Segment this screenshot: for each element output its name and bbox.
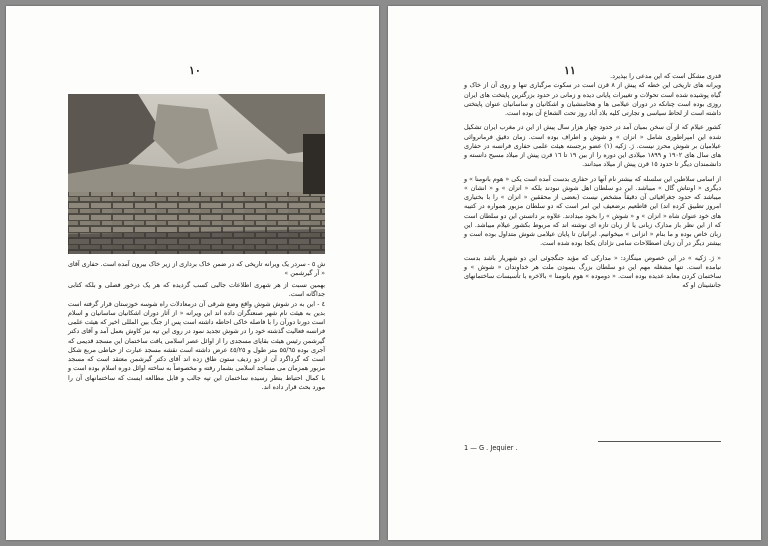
paragraph: قدری مشکل است که این مدعی را بپذیرد. (610, 73, 721, 80)
page-number: ١١ (564, 64, 576, 77)
left-page (6, 6, 379, 540)
photo-caption (68, 260, 325, 279)
paragraph: کشور عیلام که از آن سخن بمیان آمد در حدود چهار هزار سال پیش از این در مغرب ایران تشکیل شده این امپراطوری شامل « انزان » و شوش و اطراف بوده است. زمان دقیق فرمانروائی عیلامیان بر شوش محرز نیست. ژ. ژکیه (١) عضو برجسته هیئت علمی حفاری فرانسه در حفاری های سال های ۱۹۰۲ و ۱۸۹۹ میلادی این دوره را از بین ١٩ تا ١٦ قرن پیش از میلاد مسیح دانسته و دانشمندان دیگر تا حدود ١٥ قرن پیش از میلاد میدانند. (464, 124, 722, 169)
left-body-text (68, 281, 325, 392)
footnote-divider (598, 441, 721, 442)
right-body-text (464, 72, 721, 291)
paragraph: ٤ - این به در شوش شوش واقع وضع شرقی آن درمعادلات راه شوسه خوزستان قرار گرفته است بدین به هیئت نام شهر صنعتگران داده اند این ویرانه « از آثار دوران اشکانیان ساسانیان و اسلام است دورنا دورآن را با فاصله خاکی احاطه داشته است پس از جنگ بین المللی اخیر که هیئت علمی فرانسه فعالیت گذشته خود را در شوش تجدید نمود در روی این تپه نیز کاوش بعمل آمد و آقای دکتر گیرشمن رئیس هیئت بقایای مسجدی را از اوائل عصر اسلامی یافت ساختمان این مسجد قدیمی که آجری بوده ٥٥/٦٥ متر طول و ٤٥/٢٥ عرض داشته است نقشه مسجد عبارت از حیاطی مربع شکل است که گرداگرد آن از دو ردیف ستون طاق زده اند آقای دکتر گیرشمن معتقد است که مسجد مزبور همزمان می مساجد اسلامی بشمار رفته و مخصوصاً به ساخته اوائل دوره اسلام بوده است و با کمال احتیاط بنظر رسیده ساختمان این تپه جالب و قابل مطالعه ایست که ساختمانهای آن را مورد بحث قرار داده اند. (68, 300, 325, 391)
footnote: 1 — G . Jequier . (464, 444, 518, 452)
excavation-photo (68, 94, 325, 254)
paragraph: از اسامی سلاطین این سلسله که بیشتر نام آنها در حفاری بدست آمده است یکی « هوم بانومنا » و دیگری « اونتاش گال » میباشد. این دو سلطان اهل شوش نبودند بلکه « انزان » و « انشان » میباشد که حدود جغرافیائی آن دقیقاً مشخص نیست (بعضی از محققین « انزان » را با بختیاری امروز تطبیق کرده اند) این قاطعیم برضعیف این امر است که دو سلطان مزبور همواره در کتیبه های خود عنوان شاه « انزان » و « شوش » را بخود میدادند. علاوه بر دانستن این دو سلطان است که از این نظر باز مدارک زبانی یا از زبان تازه ای نوشته اند که مربوط بکشور عیلام میباشد. این زبان خاص بوده و ما بنام « انزانی » میخوانیم. ایرانیان تا پایان عیلامی شوش متداول بوده است و بیشتر دیگر در آن زبان اصطلاحات سامی نژادان یکجا بوده شده است. (464, 175, 721, 248)
caption-text: ش ٥ - سردر یک ویرانه تاریخی که در ضمن خاک برداری از زیر خاک بیرون آمده است. حفاری آقای « آر گیرشمن » (68, 261, 325, 278)
paragraph: بهمین نسبت از هر شهری اطلاعات جالبی کسب گردیده که هر یک درخور فصلی و بلکه کتابی جداگانه است. (68, 282, 325, 299)
page-number: ١٠ (189, 64, 201, 77)
brick-wall-photo-icon (68, 94, 325, 254)
paragraph: ویرانه های تاریخی این خطه که پیش از ۸ قرن است در سکوت مرگباری تنها و روی آن از خاک و گیاه پوشیده شده است تحولات و تغییرات پایانی دیده و زمانی در حدود بزرگترین پایتخت های ایران روزی بوده است چنانکه در دوران عیلامی ها و هخامنشیان و اشکانیان و ساسانیان عنوان پایتختی داشته است از لحاظ سیاسی و تجارتی کلیه بلاد آباد روز تحت الشعاع آن بوده است. (464, 82, 721, 117)
right-page (388, 6, 761, 540)
paragraph: « ژ. ژکیه » در این خصوص مینگارد: « مدارکی که مؤید جنگجوئی این دو شهریار باشد بدست نیامده است. تنها مشغله مهم این دو سلطان بزرگ بنمودن ملت هر خداوندان « شوش » و ساختمان کردن معابد عدیده بوده است. « دوموده » هوم بانومنا » بالاخره با تأسیسات ساختمانهای جانشینان او که (464, 254, 721, 290)
